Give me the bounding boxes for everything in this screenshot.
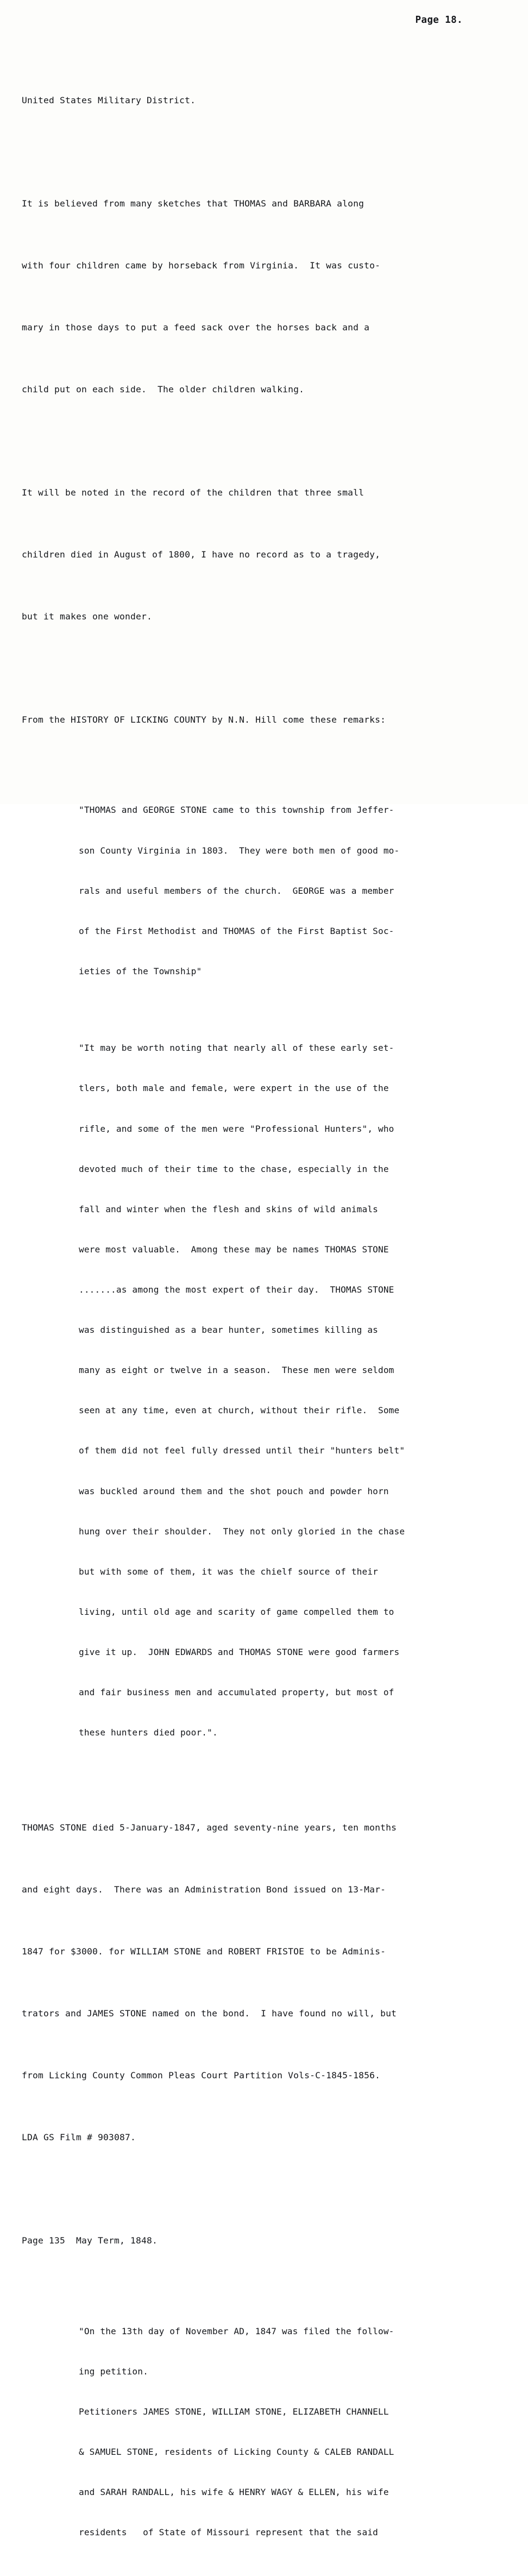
text-line: United States Military District. — [22, 95, 196, 105]
text-line: rals and useful members of the church. GEORGE was a member — [79, 885, 394, 896]
text-line: but with some of them, it was the chielf source of their — [79, 1566, 378, 1577]
text-line: Page 135 May Term, 1848. — [22, 2235, 158, 2246]
quote-block-petition — [79, 2298, 511, 2566]
text-line: and fair business men and accumulated property, but most of — [79, 1687, 394, 1698]
paragraph-source-attribution — [22, 668, 511, 772]
text-line: son County Virginia in 1803. They were both men of good mo- — [79, 845, 400, 856]
text-line: Petitioners JAMES STONE, WILLIAM STONE, ELIZABETH CHANNELL — [79, 2406, 389, 2417]
text-line: From the HISTORY OF LICKING COUNTY by N.N. Hill come these remarks: — [22, 714, 386, 725]
paragraph-children-deaths — [22, 441, 511, 668]
paragraph-thomas-stone-estate — [22, 1776, 511, 2189]
text-line: with four children came by horseback from Virginia. It was custo- — [22, 260, 381, 271]
page-number-header: Page 18. — [415, 15, 463, 26]
text-line: residents of State of Missouri represent that the said — [79, 2527, 378, 2538]
text-line: tlers, both male and female, were expert in the use of the — [79, 1083, 389, 1094]
text-line: THOMAS STONE died 5-January-1847, aged seventy-nine years, ten months — [22, 1822, 397, 1833]
text-line: It will be noted in the record of the children that three small — [22, 487, 364, 498]
text-line: give it up. JOHN EDWARDS and THOMAS STONE were good farmers — [79, 1647, 400, 1657]
text-line: trators and JAMES STONE named on the bond. I have found no will, but — [22, 2008, 397, 2019]
text-line: 1847 for $3000. for WILLIAM STONE and ROBERT FRISTOE to be Adminis- — [22, 1946, 386, 1957]
document-body — [22, 49, 511, 2576]
text-line: were most valuable. Among these may be names THOMAS STONE — [79, 1244, 389, 1255]
text-line: rifle, and some of the men were "Professional Hunters", who — [79, 1123, 394, 1134]
text-line: ieties of the Township" — [79, 966, 202, 976]
text-line: children died in August of 1800, I have no record as to a tragedy, — [22, 549, 381, 560]
text-line: but it makes one wonder. — [22, 611, 153, 622]
text-line: mary in those days to put a feed sack over the horses back and a — [22, 322, 370, 333]
quote-block-township-settlement — [79, 777, 511, 1005]
text-line: from Licking County Common Pleas Court Partition Vols-C-1845-1856. — [22, 2070, 381, 2081]
text-line: hung over their shoulder. They not only gloried in the chase — [79, 1526, 405, 1537]
text-line: devoted much of their time to the chase, especially in the — [79, 1163, 389, 1174]
text-line: seen at any time, even at church, without their rifle. Some — [79, 1405, 400, 1416]
quote-block-early-settlers-hunters — [79, 1015, 511, 1766]
text-line: ing petition. — [79, 2366, 148, 2377]
paragraph-court-page-reference — [22, 2189, 511, 2292]
paragraph-migration-account — [22, 152, 511, 441]
text-line: of them did not feel fully dressed until their "hunters belt" — [79, 1445, 405, 1456]
text-line: and SARAH RANDALL, his wife & HENRY WAGY & ELLEN, his wife — [79, 2487, 389, 2498]
text-line: & SAMUEL STONE, residents of Licking County & CALEB RANDALL — [79, 2447, 394, 2458]
text-line: was buckled around them and the shot pouch and powder horn — [79, 1486, 389, 1496]
text-line: fall and winter when the flesh and skins of wild animals — [79, 1204, 378, 1214]
text-line: It is believed from many sketches that THOMAS and BARBARA along — [22, 198, 364, 209]
text-line: LDA GS Film # 903087. — [22, 2132, 136, 2143]
text-line: these hunters died poor.". — [79, 1727, 218, 1738]
text-line: of the First Methodist and THOMAS of the First Baptist Soc- — [79, 925, 394, 936]
text-line: was distinguished as a bear hunter, sometimes killing as — [79, 1325, 378, 1336]
text-line: "THOMAS and GEORGE STONE came to this township from Jeffer- — [79, 805, 394, 816]
text-line: and eight days. There was an Administration Bond issued on 13-Mar- — [22, 1884, 386, 1895]
text-line: living, until old age and scarity of game compelled them to — [79, 1606, 394, 1617]
text-line: many as eight or twelve in a season. These men were seldom — [79, 1365, 394, 1376]
text-line: .......as among the most expert of their day. THOMAS STONE — [79, 1284, 394, 1295]
text-line: child put on each side. The older children walking. — [22, 384, 305, 394]
paragraph-heading-district — [22, 49, 511, 152]
text-line: "On the 13th day of November AD, 1847 was filed the follow- — [79, 2326, 394, 2336]
text-line: "It may be worth noting that nearly all of these early set- — [79, 1043, 394, 1054]
